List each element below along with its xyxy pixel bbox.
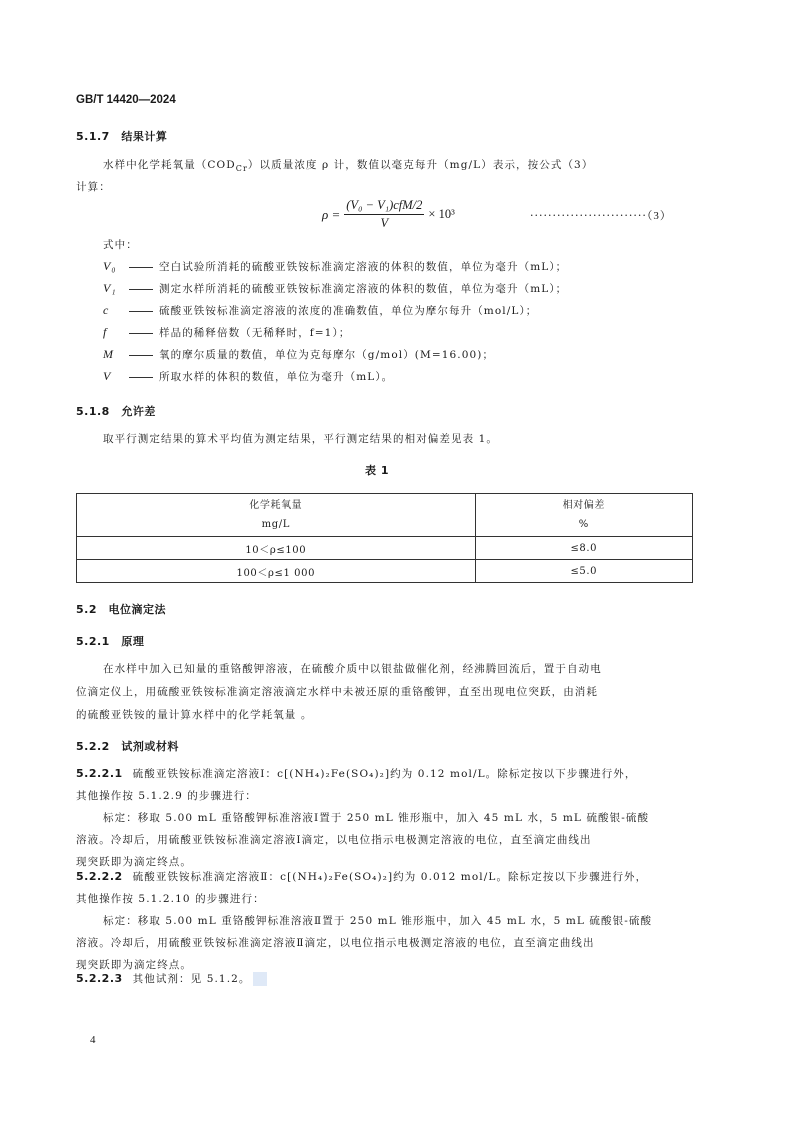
formula-3 [322, 198, 455, 231]
where-label: 式中： [103, 239, 138, 251]
clause-text: 硫酸亚铁铵标准滴定溶液Ⅱ：c[(NH₄)₂Fe(SO₄)₂]约为 0.012 mol/L。除标定按以下步骤进行外， [132, 871, 648, 883]
dash [129, 267, 153, 268]
variable-desc: 样品的稀释倍数（无稀释时，f=1）； [159, 327, 351, 339]
clause-5-2-2-1 [76, 766, 636, 781]
cell-deviation: ≤8.0 [475, 537, 692, 560]
table-caption: 表 1 [365, 464, 389, 477]
variable-desc: 测定水样所消耗的硫酸亚铁铵标准滴定溶液的体积的数值，单位为毫升（mL）； [159, 283, 568, 295]
variable-row [103, 281, 567, 296]
dash [129, 333, 153, 334]
section-heading-5-2: 5.2 电位滴定法 [76, 603, 166, 616]
page-number: 4 [90, 1034, 96, 1046]
section-heading-5-2-2: 5.2.2 试剂或材料 [76, 740, 179, 753]
clause-line: 其他操作按 5.1.2.9 的步骤进行： [76, 790, 257, 802]
col1-unit: mg/L [261, 519, 290, 530]
formula-leader [530, 207, 672, 223]
clause-5-2-2-2 [76, 869, 647, 884]
formula-multiplier: × 10³ [428, 207, 455, 221]
variable-row [103, 303, 537, 318]
formula-number: （3） [646, 210, 672, 222]
variable-desc: 硫酸亚铁铵标准滴定溶液的浓度的准确数值，单位为摩尔每升（mol/L）； [159, 305, 538, 317]
dash [129, 311, 153, 312]
variable-desc: 空白试验所消耗的硫酸亚铁铵标准滴定溶液的体积的数值，单位为毫升（mL）； [159, 261, 568, 273]
clause-text: 硫酸亚铁铵标准滴定溶液Ⅰ：c[(NH₄)₂Fe(SO₄)₂]约为 0.12 mol/L。除标定按以下步骤进行外， [132, 768, 637, 780]
paragraph-5-1-8: 取平行测定结果的算术平均值为测定结果，平行测定结果的相对偏差见表 1。 [103, 433, 499, 445]
clause-line: 其他操作按 5.1.2.10 的步骤进行： [76, 893, 265, 905]
standard-number: GB/T 14420—2024 [76, 94, 176, 106]
formula-numerator: (V₀ − V₁)cfM/2 [344, 198, 424, 215]
clause-line: 现突跃即为滴定终点。 [76, 959, 192, 971]
clause-number: 5.2.2.2 [76, 870, 123, 883]
clause-line: 现突跃即为滴定终点。 [76, 856, 192, 868]
clause-line: 溶液。冷却后，用硫酸亚铁铵标准滴定溶液Ⅰ滴定，以电位指示电极测定溶液的电位，直至滴定曲线出 [76, 834, 592, 846]
dash [129, 355, 153, 356]
table-row [77, 537, 693, 560]
principle-line: 在水样中加入已知量的重铬酸钾溶液，在硫酸介质中以银盐做催化剂，经沸腾回流后，置于自动电 [103, 663, 602, 675]
formula-dots: ·························· [530, 209, 647, 222]
formula-denominator: V [380, 216, 389, 230]
formula-fraction [344, 198, 424, 231]
clause-line: 溶液。冷却后，用硫酸亚铁铵标准滴定溶液Ⅱ滴定，以电位指示电极测定溶液的电位，直至滴定曲线出 [76, 937, 595, 949]
variable-row [103, 347, 494, 362]
cell-deviation: ≤5.0 [475, 560, 692, 583]
variable-row [103, 369, 393, 384]
variable-symbol: V₀ [103, 259, 117, 273]
principle-line: 的硫酸亚铁铵的量计算水样中的化学耗氧量 。 [76, 709, 313, 721]
variable-symbol: V [103, 369, 112, 383]
cell-range: 100＜ρ≤1 000 [77, 560, 476, 583]
col1-name: 化学耗氧量 [249, 500, 303, 511]
section-heading-5-2-1: 5.2.1 原理 [76, 635, 145, 648]
variable-symbol: c [103, 303, 110, 317]
clause-number: 5.2.2.1 [76, 767, 123, 780]
paragraph-text-a: 水样中化学耗氧量（COD [103, 159, 236, 171]
cell-range: 10＜ρ≤100 [77, 537, 476, 560]
dash [129, 289, 153, 290]
col2-header [475, 494, 692, 537]
table-row [77, 560, 693, 583]
table-header-row [77, 494, 693, 537]
col2-unit: % [578, 519, 589, 530]
col1-header [77, 494, 476, 537]
cod-subscript: Cr [235, 164, 248, 174]
variable-symbol: V₁ [103, 281, 117, 295]
variable-desc: 氧的摩尔质量的数值，单位为克每摩尔（g/mol）(M=16.00)； [159, 349, 495, 361]
formula-lhs: ρ = [322, 206, 341, 222]
clause-5-2-2-3 [76, 971, 267, 986]
text-cursor-highlight [253, 972, 267, 986]
dash [129, 377, 153, 378]
section-heading-5-1-7: 5.1.7 结果计算 [76, 130, 168, 143]
variable-symbol: f [103, 325, 108, 339]
clause-text: 其他试剂：见 5.1.2。 [132, 973, 251, 985]
clause-line: 标定：移取 5.00 mL 重铬酸钾标准溶液Ⅰ置于 250 mL 锥形瓶中，加入 45 mL 水，5 mL 硫酸银-硫酸 [103, 812, 650, 824]
principle-line: 位滴定仪上，用硫酸亚铁铵标准滴定溶液滴定水样中未被还原的重铬酸钾，直至出现电位突跃，由消耗 [76, 686, 598, 698]
section-heading-5-1-8: 5.1.8 允许差 [76, 405, 156, 418]
variable-row [103, 325, 350, 340]
paragraph-text-b: ）以质量浓度 ρ 计，数值以毫克每升（mg/L）表示，按公式（3） [247, 159, 594, 171]
paragraph-continuation: 计算： [76, 181, 111, 193]
table-1 [76, 493, 693, 583]
paragraph-5-1-7 [103, 157, 593, 173]
clause-line: 标定：移取 5.00 mL 重铬酸钾标准溶液Ⅱ置于 250 mL 锥形瓶中，加入 45 mL 水，5 mL 硫酸银-硫酸 [103, 915, 653, 927]
col2-name: 相对偏差 [562, 500, 605, 511]
clause-number: 5.2.2.3 [76, 972, 123, 985]
variable-row [103, 259, 567, 274]
variable-desc: 所取水样的体积的数值，单位为毫升（mL）。 [159, 371, 394, 383]
variable-symbol: M [103, 347, 115, 361]
